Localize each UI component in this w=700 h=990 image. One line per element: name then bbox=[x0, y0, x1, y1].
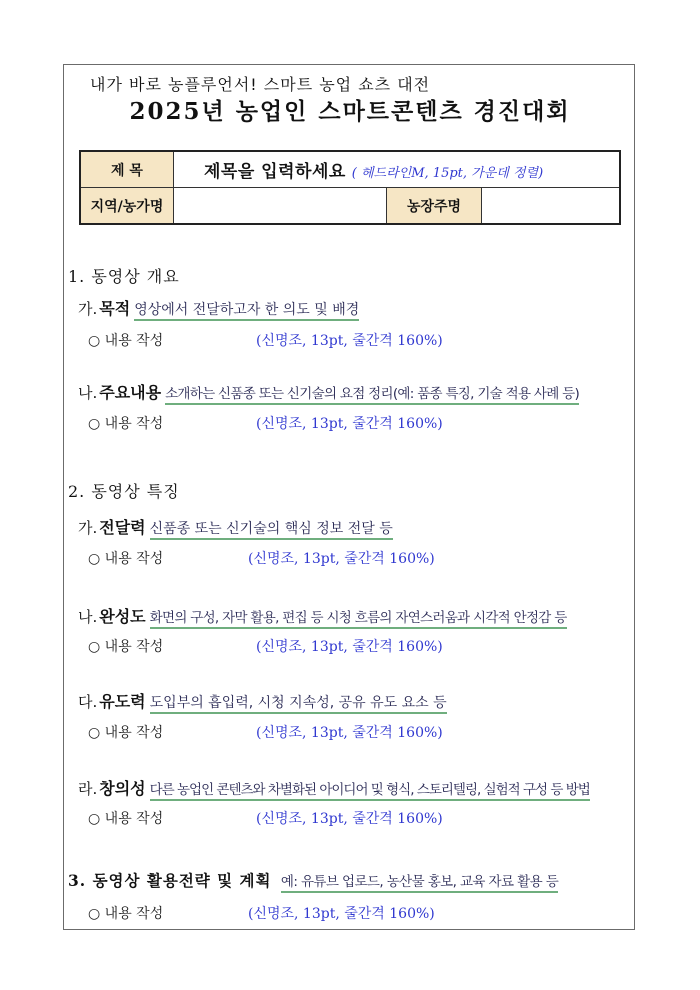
item-keyword: 목적 bbox=[99, 299, 131, 318]
item-marker: 나. bbox=[78, 608, 98, 626]
list-item bbox=[78, 380, 579, 403]
item-keyword: 완성도 bbox=[99, 607, 146, 626]
section-heading: 2. 동영상 특징 bbox=[68, 482, 180, 501]
contest-subtitle: 내가 바로 농플루언서! 스마트 농업 쇼츠 대전 bbox=[90, 75, 431, 94]
contest-title: 2025년 농업인 스마트콘텐츠 경진대회 bbox=[129, 98, 571, 125]
list-item bbox=[78, 604, 567, 627]
item-description: 신품종 또는 신기술의 핵심 정보 전달 등 bbox=[150, 521, 393, 540]
item-keyword: 주요내용 bbox=[99, 383, 162, 402]
title-placeholder: 제목을 입력하세요 bbox=[204, 162, 346, 182]
item-description: 화면의 구성, 자막 활용, 편집 등 시청 흐름의 자연스러움과 시각적 안정감 등 bbox=[150, 610, 567, 629]
item-marker: 가. bbox=[78, 300, 98, 318]
item-keyword: 창의성 bbox=[99, 779, 146, 798]
section-heading: 1. 동영상 개요 bbox=[68, 267, 180, 286]
content-placeholder[interactable] bbox=[88, 808, 443, 828]
content-label: ○ 내용 작성 bbox=[88, 333, 164, 349]
format-hint: (신명조, 13pt, 줄간격 160%) bbox=[248, 906, 435, 922]
farm-owner-label: 농장주명 bbox=[387, 188, 482, 225]
section-heading-label: 3. 동영상 활용전략 및 계획 bbox=[68, 871, 272, 890]
item-keyword: 전달력 bbox=[99, 518, 146, 537]
content-label: ○ 내용 작성 bbox=[88, 725, 164, 741]
content-placeholder[interactable] bbox=[88, 548, 435, 568]
section-description: 예: 유튜브 업로드, 농산물 홍보, 교육 자료 활용 등 bbox=[281, 874, 558, 893]
item-description: 다른 농업인 콘텐츠와 차별화된 아이디어 및 형식, 스토리텔링, 실험적 구성 등 방법 bbox=[150, 782, 590, 801]
item-marker: 다. bbox=[78, 693, 98, 711]
item-keyword: 유도력 bbox=[99, 692, 146, 711]
item-description: 영상에서 전달하고자 한 의도 및 배경 bbox=[134, 302, 359, 321]
content-placeholder[interactable] bbox=[88, 722, 443, 742]
item-marker: 가. bbox=[78, 519, 98, 537]
item-description: 소개하는 신품종 또는 신기술의 요점 정리(예: 품종 특징, 기술 적용 사례 등) bbox=[165, 386, 579, 405]
title-label: 제 목 bbox=[80, 151, 174, 188]
list-item bbox=[78, 515, 393, 538]
farm-owner-input-cell[interactable] bbox=[482, 188, 621, 225]
list-item bbox=[78, 689, 447, 712]
region-input-cell[interactable] bbox=[174, 188, 387, 225]
content-label: ○ 내용 작성 bbox=[88, 639, 164, 655]
title-format-hint: ( 헤드라인M, 15pt, 가운데 정렬) bbox=[351, 166, 544, 181]
list-item bbox=[78, 776, 590, 799]
region-label: 지역/농가명 bbox=[80, 188, 174, 225]
info-table bbox=[79, 150, 621, 225]
format-hint: (신명조, 13pt, 줄간격 160%) bbox=[256, 811, 443, 827]
content-label: ○ 내용 작성 bbox=[88, 416, 164, 432]
item-marker: 라. bbox=[78, 780, 98, 798]
section-heading-3 bbox=[68, 869, 558, 891]
title-input-cell[interactable] bbox=[174, 151, 621, 188]
item-marker: 나. bbox=[78, 384, 98, 402]
format-hint: (신명조, 13pt, 줄간격 160%) bbox=[256, 416, 443, 432]
format-hint: (신명조, 13pt, 줄간격 160%) bbox=[256, 639, 443, 655]
item-description: 도입부의 흡입력, 시청 지속성, 공유 유도 요소 등 bbox=[150, 695, 447, 714]
list-item bbox=[78, 296, 359, 319]
content-placeholder[interactable] bbox=[88, 636, 443, 656]
content-label: ○ 내용 작성 bbox=[88, 906, 164, 922]
content-placeholder[interactable] bbox=[88, 903, 435, 923]
format-hint: (신명조, 13pt, 줄간격 160%) bbox=[256, 333, 443, 349]
format-hint: (신명조, 13pt, 줄간격 160%) bbox=[248, 551, 435, 567]
format-hint: (신명조, 13pt, 줄간격 160%) bbox=[256, 725, 443, 741]
content-label: ○ 내용 작성 bbox=[88, 551, 164, 567]
content-placeholder[interactable] bbox=[88, 330, 443, 350]
content-placeholder[interactable] bbox=[88, 413, 443, 433]
content-label: ○ 내용 작성 bbox=[88, 811, 164, 827]
